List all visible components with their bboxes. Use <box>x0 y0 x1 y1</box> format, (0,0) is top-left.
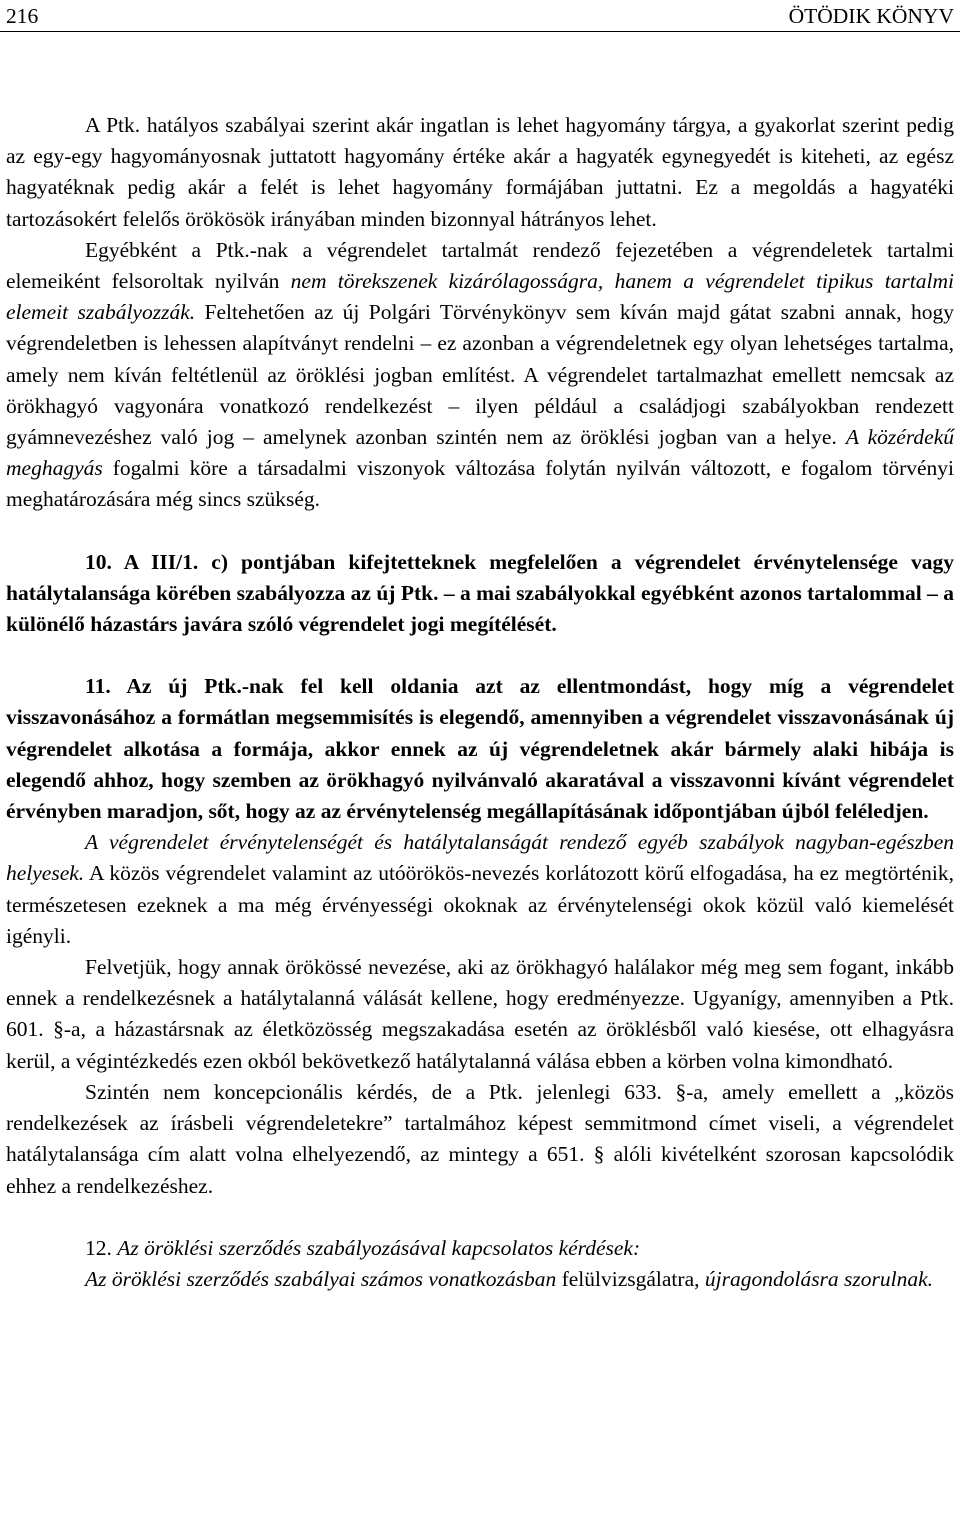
text-segment: Feltehetően az új Polgári Törvénykönyv sem kíván majd gátat szabni annak, hogy végrendeletben is lehessen alapítványt rendelni – ez azonban a végrendeletnek egy olyan lehetséges tartalma, amely nem kíván feltétlenül az öröklési jogban említést. A végrendelet tartalmazhat emellett nemcsak az örökhagyó vagyonára vonatkozó rendelkezést – ilyen például a családjogi szabályokban rendezett gyámnevezéshez való jog – amelynek azonban szintén nem az öröklési jogban van a helye. <box>6 300 955 450</box>
point-11: 11. Az új Ptk.-nak fel kell oldania azt az ellentmondást, hogy míg a végrendelet visszavonásához a formátlan megsemmisítés is elegendő, amennyiben a végrendelet visszavonásának új végrendelet alkotása a formája, akkor ennek az új végrendeletnek akár bármely alaki hibája is elegendő ahhoz, hogy szemben az örökhagyó nyilvánvaló akaratával a visszavonni kívánt végrendelet érvényben maradjon, sőt, hogy az az érvénytelenség megállapításának időpontjában újból feléledjen. <box>6 674 954 824</box>
paragraph-ptk-legacy: A Ptk. hatályos szabályai szerint akár ingatlan is lehet hagyomány tárgya, a gyakorlat szerint pedig az egy-egy hagyományosnak juttatott hagyomány értéke akár a hagyaték egynegyedét is kiteheti, az egész hagyatéknak pedig akár a felét is lehet hagyomány formájában juttatni. Ez a megoldás a hagyatéki tartozásokért felelős örökösök irányában minden bizonnyal hátrányos lehet. <box>6 113 954 231</box>
paragraph-ptk-633: Szintén nem koncepcionális kérdés, de a Ptk. jelenlegi 633. §-a, amely emellett a „közös rendelkezések az írásbeli végrendeletekre” tartalmához képest semmitmond címet viseli, a végrendelet hatálytalansága cím alatt volna elhelyezendő, az mintegy a 651. § alóli kivételként szorosan kapcsolódik ehhez a rendelkezéshez. <box>6 1079 954 1198</box>
point-12-heading <box>6 1233 954 1264</box>
page-body <box>6 110 954 1295</box>
italic-term: A közérdekű meghagyás <box>6 425 954 481</box>
italic-segment: A végrendelet érvénytelenségét és hatálytalanságát rendező egyéb szabályok nagyban-egészben helyesek. <box>6 830 954 886</box>
paragraph-invalidity <box>6 827 954 952</box>
running-title: ÖTÖDIK KÖNYV <box>788 3 954 28</box>
section-gap <box>6 516 954 547</box>
italic-segment: Az öröklési szerződés szabályai számos vonatkozásban <box>85 1266 557 1291</box>
text-segment: A közös végrendelet valamint az utóörökös-nevezés korlátozott körű elfogadása, ha ez megtörténik, természetesen ezeknek a ma még érvényességi okoknak az érvénytelenségi okok közül való kiemelését igényli. <box>6 861 954 948</box>
text-segment: felülvizsgálatra, <box>556 1266 705 1291</box>
paragraph-testament-content <box>6 235 954 516</box>
paragraph-heir-nomination: Felvetjük, hogy annak örökössé nevezése, aki az örökhagyó halálakor még meg sem fogant, inkább ennek a rendelkezésnek a hatálytalanná válását kellene, hogy eredményezze. Ugyanígy, amennyiben a Ptk. 601. §-a, a házastársnak az életközösség megszakadása esetén az öröklésből való kiesése, ott elhagyásra kerül, a végintézkedés ezen okból bekövetkező hatálytalanná válása ebben a körben volna kimondható. <box>6 955 954 1073</box>
section-gap <box>6 640 954 671</box>
page-number: 216 <box>6 3 39 28</box>
italic-segment: újragondolásra szorulnak. <box>704 1266 934 1291</box>
header-rule <box>0 31 960 32</box>
paragraph-inheritance-contract <box>6 1264 954 1295</box>
section-gap <box>6 1202 954 1233</box>
page-header <box>6 2 954 30</box>
text-segment: Egyébként a Ptk.-nak a végrendelet tartalmát rendező fejezetében a végrendeletek tartalmi elemeiként felsoroltak nyilván <box>6 237 954 294</box>
point-10: 10. A III/1. c) pontjában kifejtetteknek megfelelően a végrendelet érvénytelensége vagy hatálytalansága körében szabályozza az új Ptk. – a mai szabályokkal egyébként azonos tartalommal – a különélő házastárs javára szóló végrendelet jogi megítélését. <box>6 549 954 637</box>
point-number: 12. <box>85 1235 118 1260</box>
text-segment: fogalmi köre a társadalmi viszonyok változása folytán nyilván változott, e fogalom törvényi meghatározására még sincs szükség. <box>6 456 954 512</box>
italic-segment: nem törekszenek kizárólagosságra, hanem a végrendelet tipikus tartalmi elemeit szabályozzák. <box>6 269 954 325</box>
point-12-title: Az öröklési szerződés szabályozásával kapcsolatos kérdések: <box>117 1235 641 1260</box>
